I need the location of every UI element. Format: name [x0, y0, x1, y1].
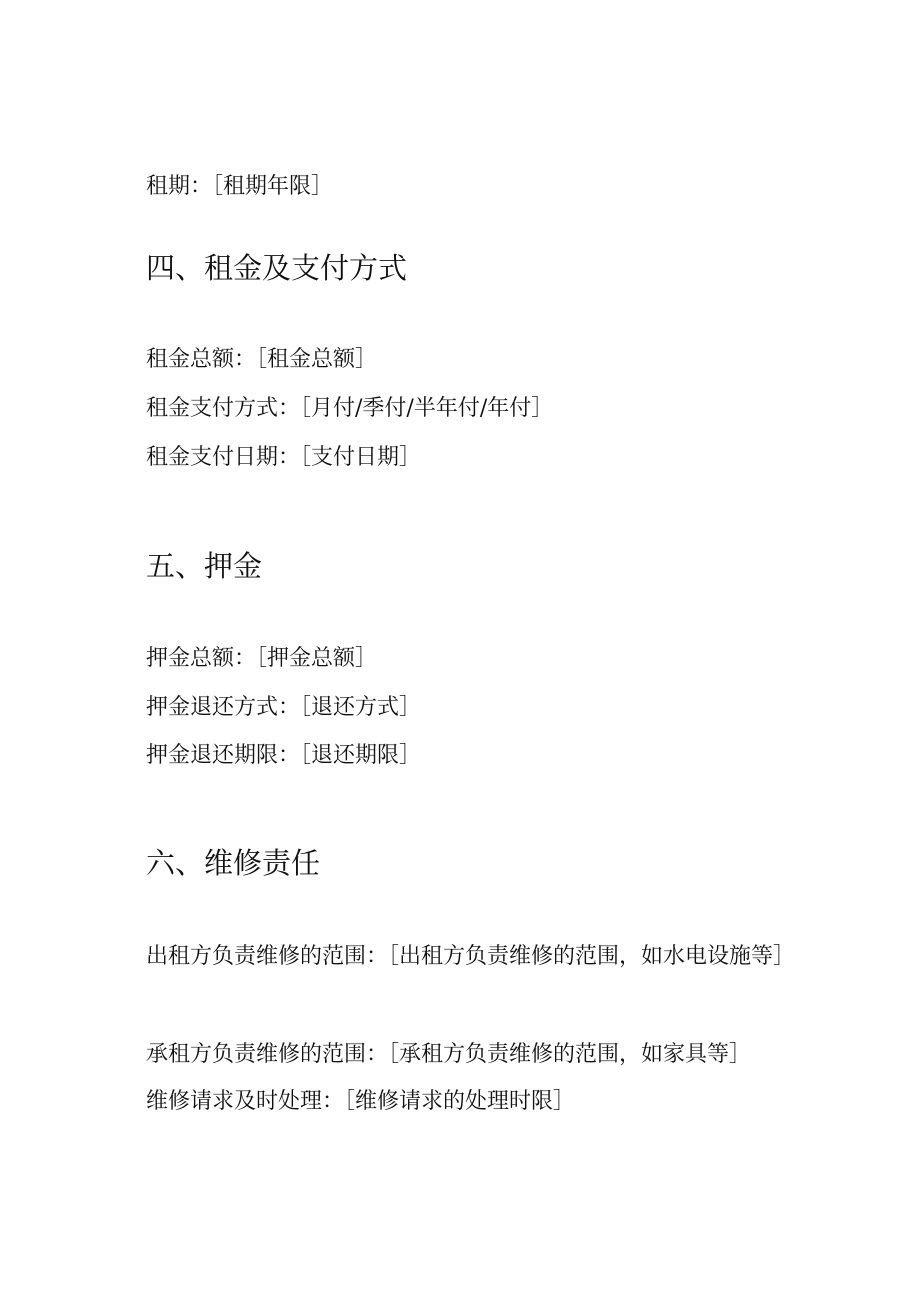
deposit-return-method-line [146, 693, 421, 723]
rent-payment-method-value: ［月付/季付/半年付/年付］ [300, 396, 554, 421]
section-6-heading: 六、维修责任 [146, 846, 321, 880]
rent-payment-method-label: 租金支付方式： [146, 396, 301, 421]
deposit-total-value: ［押金总额］ [256, 646, 378, 671]
landlord-repair-scope-line [100, 933, 800, 981]
rent-total-label: 租金总额： [146, 347, 257, 372]
landlord-repair-scope-label: 出租方负责维修的范围： [146, 944, 389, 969]
tenant-repair-scope-value: ［承租方负责维修的范围，如家具等］ [388, 1042, 752, 1067]
tenant-repair-scope-line [146, 1040, 751, 1070]
rent-total-value: ［租金总额］ [256, 347, 378, 372]
deposit-total-label: 押金总额： [146, 646, 257, 671]
section-4-heading: 四、租金及支付方式 [146, 251, 408, 285]
deposit-return-method-label: 押金退还方式： [146, 695, 301, 720]
deposit-total-line [146, 644, 377, 674]
lease-term-value: ［租期年限］ [212, 174, 334, 199]
rent-payment-method-line [146, 394, 553, 424]
deposit-return-period-line [146, 741, 421, 771]
rent-payment-date-label: 租金支付日期： [146, 445, 301, 470]
rent-total-line [146, 345, 377, 375]
repair-request-line [146, 1087, 575, 1117]
section-5-heading: 五、押金 [146, 549, 263, 583]
deposit-return-method-value: ［退还方式］ [300, 695, 422, 720]
repair-request-label: 维修请求及时处理： [146, 1089, 345, 1114]
deposit-return-period-value: ［退还期限］ [300, 743, 422, 768]
rent-payment-date-line [146, 443, 421, 473]
lease-term-label: 租期： [146, 174, 213, 199]
lease-term-line [146, 172, 333, 202]
repair-request-value: ［维修请求的处理时限］ [344, 1089, 576, 1114]
landlord-repair-scope-value: ［出租方负责维修的范围，如水电设施等］ [388, 944, 796, 969]
tenant-repair-scope-label: 承租方负责维修的范围： [146, 1042, 389, 1067]
rent-payment-date-value: ［支付日期］ [300, 445, 422, 470]
deposit-return-period-label: 押金退还期限： [146, 743, 301, 768]
